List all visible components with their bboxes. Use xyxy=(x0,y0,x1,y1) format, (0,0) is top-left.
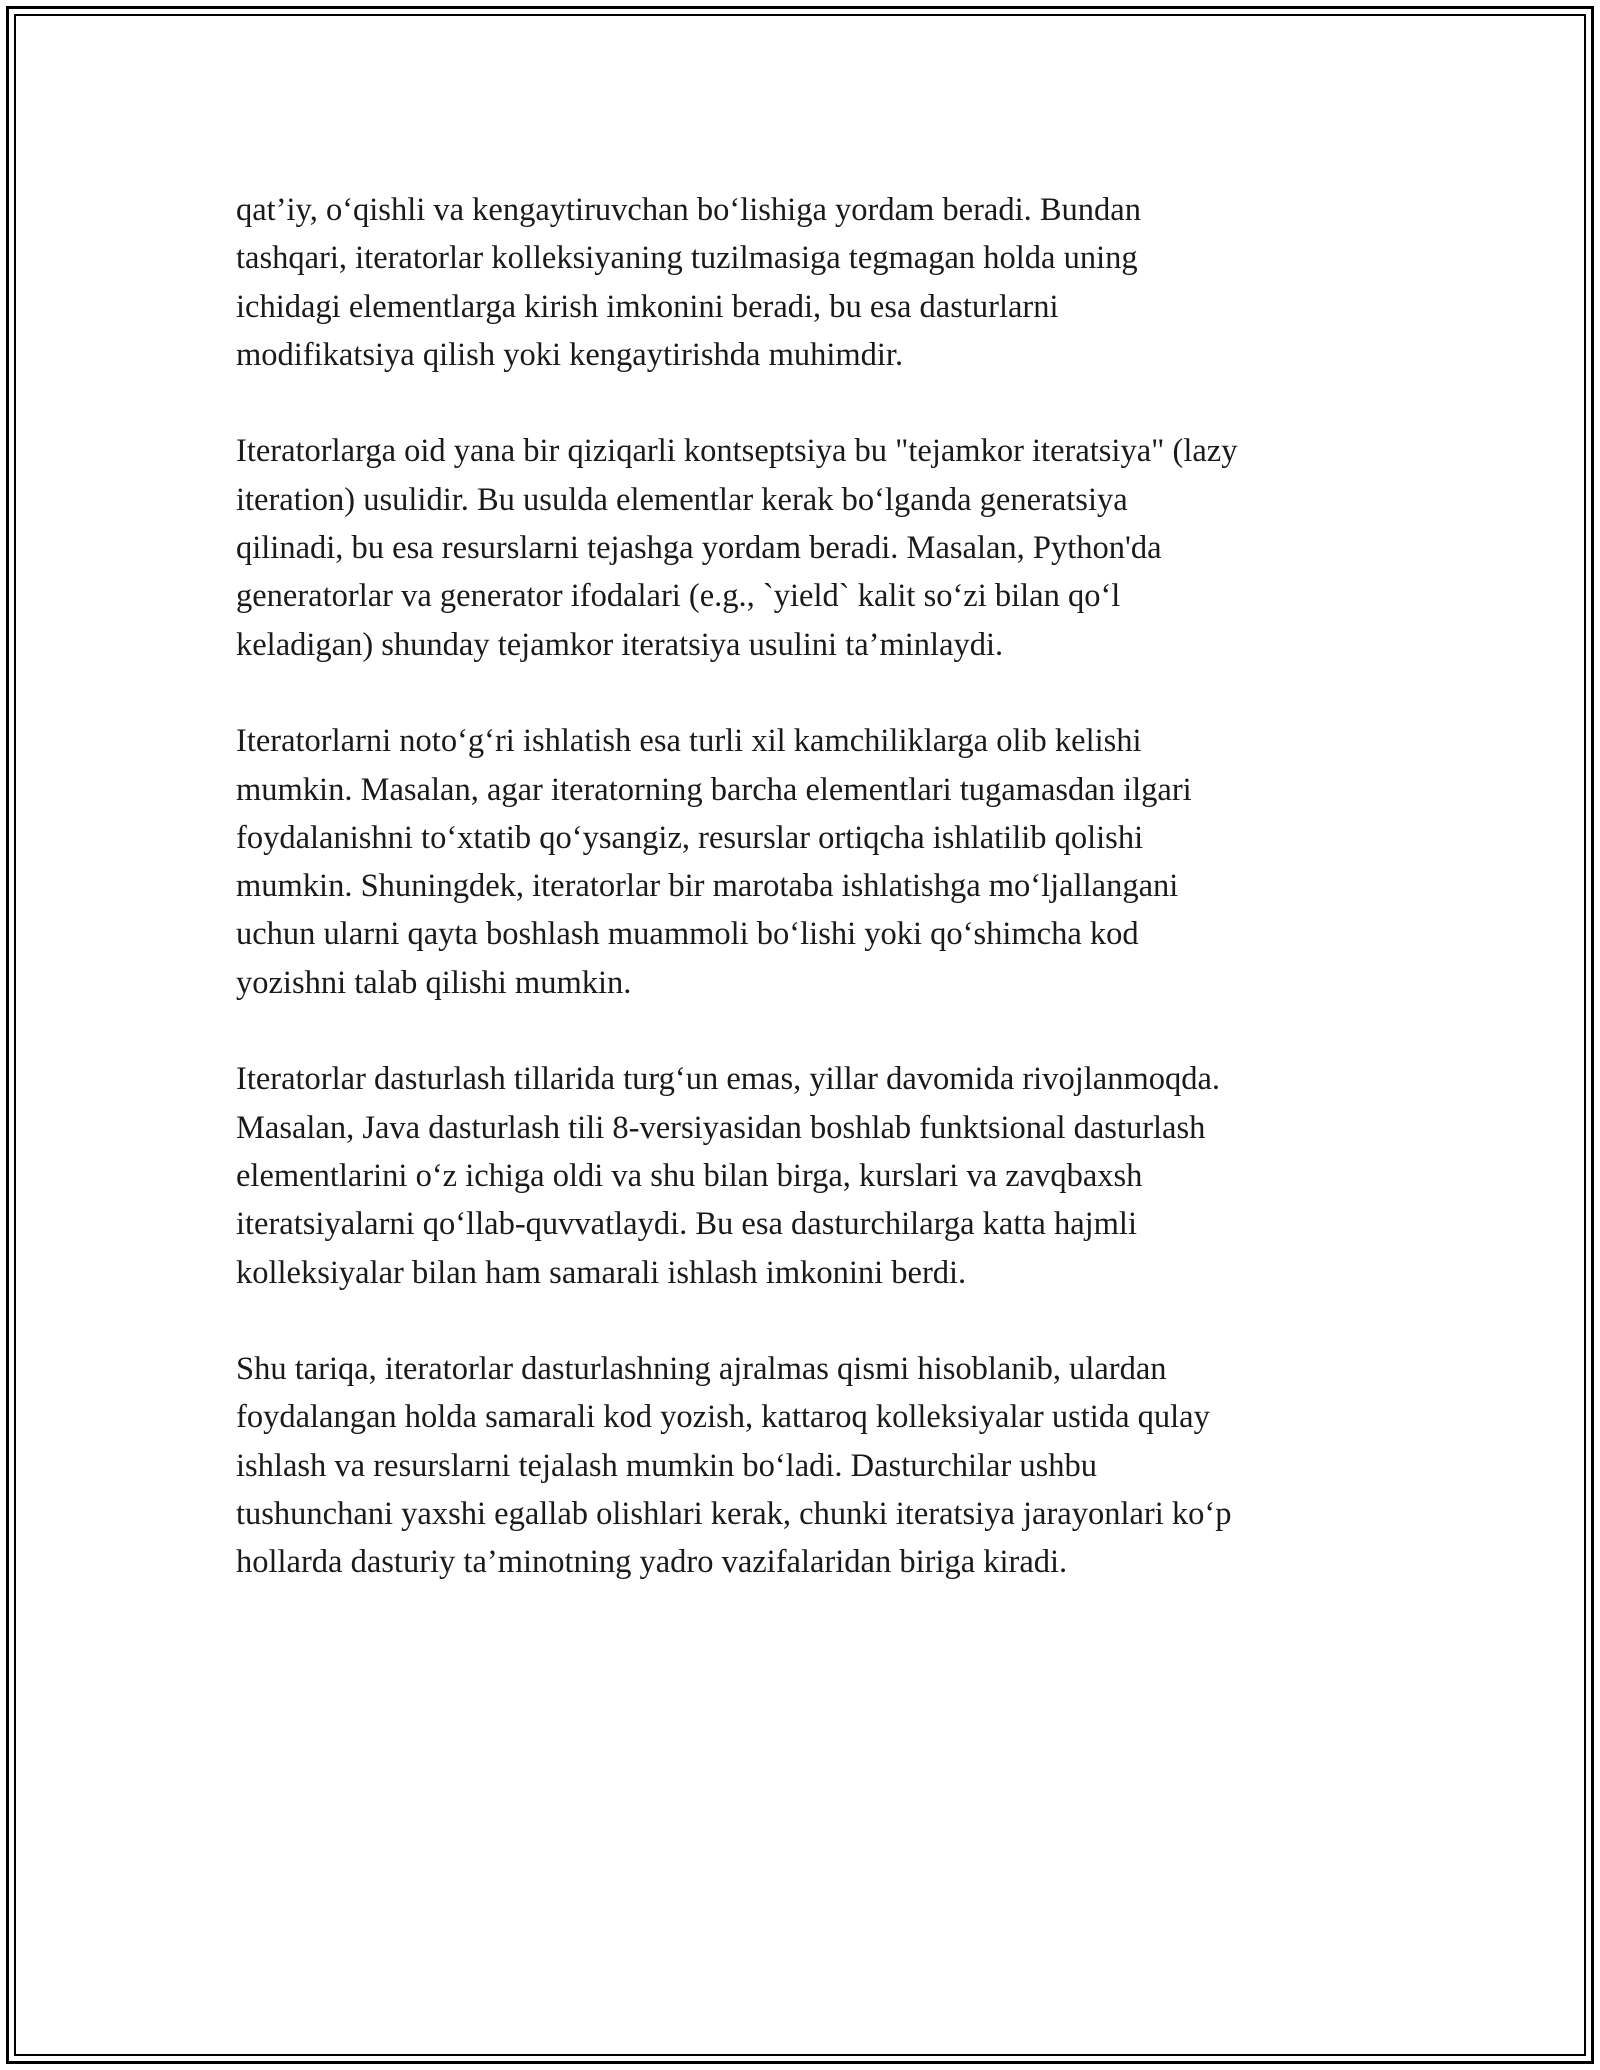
text-line: ishlash va resurslarni tejalash mumkin bo‘ladi. Dasturchilar ushbu xyxy=(236,1447,1098,1484)
paragraph-1 xyxy=(236,186,1386,379)
text-line: iteration) usulidir. Bu usulda elementlar kerak bo‘lganda generatsiya xyxy=(236,481,1128,518)
text-line: iteratsiyalarni qo‘llab-quvvatlaydi. Bu esa dasturchilarga katta hajmli xyxy=(236,1206,1137,1243)
text-line: Shu tariqa, iteratorlar dasturlashning ajralmas qismi hisoblanib, ulardan xyxy=(236,1351,1167,1388)
text-line: tashqari, iteratorlar kolleksiyaning tuzilmasiga tegmagan holda uning xyxy=(236,240,1138,277)
text-line: qilinadi, bu esa resurslarni tejashga yordam beradi. Masalan, Python'da xyxy=(236,530,1162,567)
text-line: qat’iy, o‘qishli va kengaytiruvchan bo‘lishiga yordam beradi. Bundan xyxy=(236,192,1141,228)
text-line: elementlarini o‘z ichiga oldi va shu bilan birga, kurslari va zavqbaxsh xyxy=(236,1157,1143,1194)
text-line: Iteratorlarni noto‘g‘ri ishlatish esa turli xil kamchiliklarga olib kelishi xyxy=(236,723,1142,760)
text-line: yozishni talab qilishi mumkin. xyxy=(236,964,632,1001)
paragraph-3 xyxy=(236,717,1386,1007)
text-line: mumkin. Masalan, agar iteratorning barcha elementlari tugamasdan ilgari xyxy=(236,771,1192,808)
paragraph-2 xyxy=(236,427,1386,668)
text-line: tushunchani yaxshi egallab olishlari kerak, chunki iteratsiya jarayonlari ko‘p xyxy=(236,1496,1232,1533)
text-line: keladigan) shunday tejamkor iteratsiya usulini ta’minlaydi. xyxy=(236,626,1004,663)
text-line: Iteratorlarga oid yana bir qiziqarli kontseptsiya bu "tejamkor iteratsiya" (lazy xyxy=(236,433,1238,470)
paragraph-4 xyxy=(236,1055,1386,1296)
text-line: Masalan, Java dasturlash tili 8-versiyasidan boshlab funktsional dasturlash xyxy=(236,1109,1206,1146)
text-line: modifikatsiya qilish yoki kengaytirishda muhimdir. xyxy=(236,336,904,373)
text-line: ichidagi elementlarga kirish imkonini beradi, bu esa dasturlarni xyxy=(236,288,1059,325)
text-line: foydalanishni to‘xtatib qo‘ysangiz, resurslar ortiqcha ishlatilib qolishi xyxy=(236,819,1144,856)
paragraph-5 xyxy=(236,1345,1386,1586)
document-body xyxy=(236,186,1386,1635)
text-line: hollarda dasturiy ta’minotning yadro vazifalaridan biriga kiradi. xyxy=(236,1544,1068,1581)
text-line: generatorlar va generator ifodalari (e.g., `yield` kalit so‘zi bilan qo‘l xyxy=(236,578,1121,615)
text-line: mumkin. Shuningdek, iteratorlar bir marotaba ishlatishga mo‘ljallangani xyxy=(236,868,1179,905)
text-line: foydalangan holda samarali kod yozish, kattaroq kolleksiyalar ustida qulay xyxy=(236,1399,1210,1436)
text-line: Iteratorlar dasturlash tillarida turg‘un emas, yillar davomida rivojlanmoqda. xyxy=(236,1061,1221,1098)
text-line: kolleksiyalar bilan ham samarali ishlash imkonini berdi. xyxy=(236,1254,967,1291)
text-line: uchun ularni qayta boshlash muammoli bo‘lishi yoki qo‘shimcha kod xyxy=(236,916,1139,953)
